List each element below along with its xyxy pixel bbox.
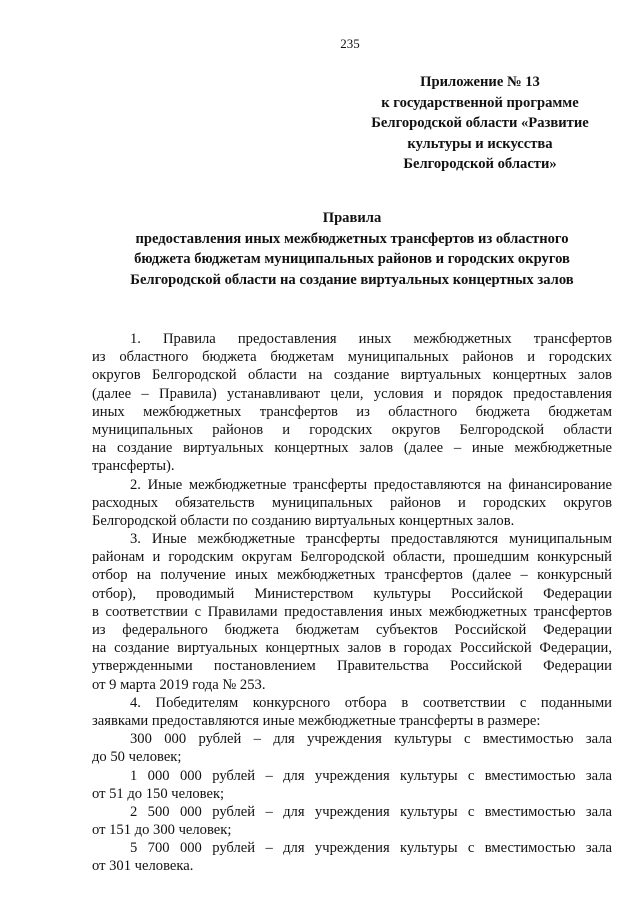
title-line: предоставления иных межбюджетных трансфертов из областного <box>135 230 569 247</box>
appendix-line: культуры и искусства <box>407 135 553 152</box>
amount-item-line: от 301 человека. <box>92 858 194 875</box>
paragraph-1-line: иных межбюджетных трансфертов из областного бюджета бюджетам <box>92 403 612 420</box>
amount-item-line: до 50 человек; <box>92 749 182 766</box>
paragraph-2-line: Белгородской области по созданию виртуальных концертных залов. <box>92 512 515 529</box>
paragraph-3-line: отбор), проводимый Министерством культуры Российской Федерации <box>92 585 612 602</box>
appendix-line: Белгородской области «Развитие <box>371 115 589 131</box>
paragraph-3-line: утвержденными постановлением Правительства Российской Федерации <box>92 658 612 675</box>
title-line: Белгородской области на создание виртуальных концертных залов <box>130 271 574 288</box>
title-line: Правила <box>322 210 382 226</box>
appendix-line: Белгородской области» <box>403 156 557 172</box>
paragraph-1-line: округов Белгородской области на создание виртуальных концертных залов <box>92 367 612 384</box>
appendix-line: к государственной программе <box>381 94 579 111</box>
amount-item-line: 5 700 000 рублей – для учреждения культуры с вместимостью зала <box>130 840 612 857</box>
paragraph-3-line: в соответствии с Правилами предоставления иных межбюджетных трансфертов <box>92 603 612 620</box>
paragraph-1-line: 1. Правила предоставления иных межбюджетных трансфертов <box>130 331 612 347</box>
paragraph-3-line: районам и городским округам Белгородской области, прошедшим конкурсный <box>92 549 612 566</box>
paragraph-3-line: на создание виртуальных концертных залов в городах Российской Федерации, <box>92 640 612 657</box>
appendix-header <box>360 72 600 175</box>
title-line: бюджета бюджетам муниципальных районов и городских округов <box>134 251 570 267</box>
document-body <box>92 330 612 876</box>
paragraph-2-line: 2. Иные межбюджетные трансферты предоставляются на финансирование <box>130 476 612 493</box>
paragraph-4-line: 4. Победителям конкурсного отбора в соответствии с поданными <box>130 694 612 711</box>
paragraph-1-line: трансферты). <box>92 458 175 475</box>
appendix-line: Приложение № 13 <box>420 74 540 90</box>
amount-item-line: от 151 до 300 человек; <box>92 822 232 839</box>
paragraph-3-line: 3. Иные межбюджетные трансферты предоставляются муниципальным <box>130 531 612 548</box>
paragraph-2-line: расходных обязательств муниципальных районов и городских округов <box>92 494 612 511</box>
page-number: 235 <box>340 36 360 51</box>
document-title <box>92 208 612 290</box>
paragraph-3-line: от 9 марта 2019 года № 253. <box>92 676 266 693</box>
amount-item-line: 1 000 000 рублей – для учреждения культуры с вместимостью зала <box>130 767 612 784</box>
paragraph-4-line: заявками предоставляются иные межбюджетные трансферты в размере: <box>92 712 541 729</box>
amount-item-line: 2 500 000 рублей – для учреждения культуры с вместимостью зала <box>130 803 612 820</box>
paragraph-1-line: муниципальных районов и городских округов Белгородской области <box>92 421 612 438</box>
amount-item-line: от 51 до 150 человек; <box>92 785 225 802</box>
paragraph-3-line: отбор на получение иных межбюджетных трансфертов (далее – конкурсный <box>92 567 612 584</box>
paragraph-1-line: из областного бюджета бюджетам муниципальных районов и городских <box>92 349 612 366</box>
paragraph-1-line: (далее – Правила) устанавливают цели, условия и порядок предоставления <box>92 385 612 402</box>
amount-item-line: 300 000 рублей – для учреждения культуры с вместимостью зала <box>130 731 612 748</box>
paragraph-1-line: на создание виртуальных концертных залов (далее – иные межбюджетные <box>92 440 612 457</box>
paragraph-3-line: из федерального бюджета бюджетам субъектов Российской Федерации <box>92 622 612 638</box>
